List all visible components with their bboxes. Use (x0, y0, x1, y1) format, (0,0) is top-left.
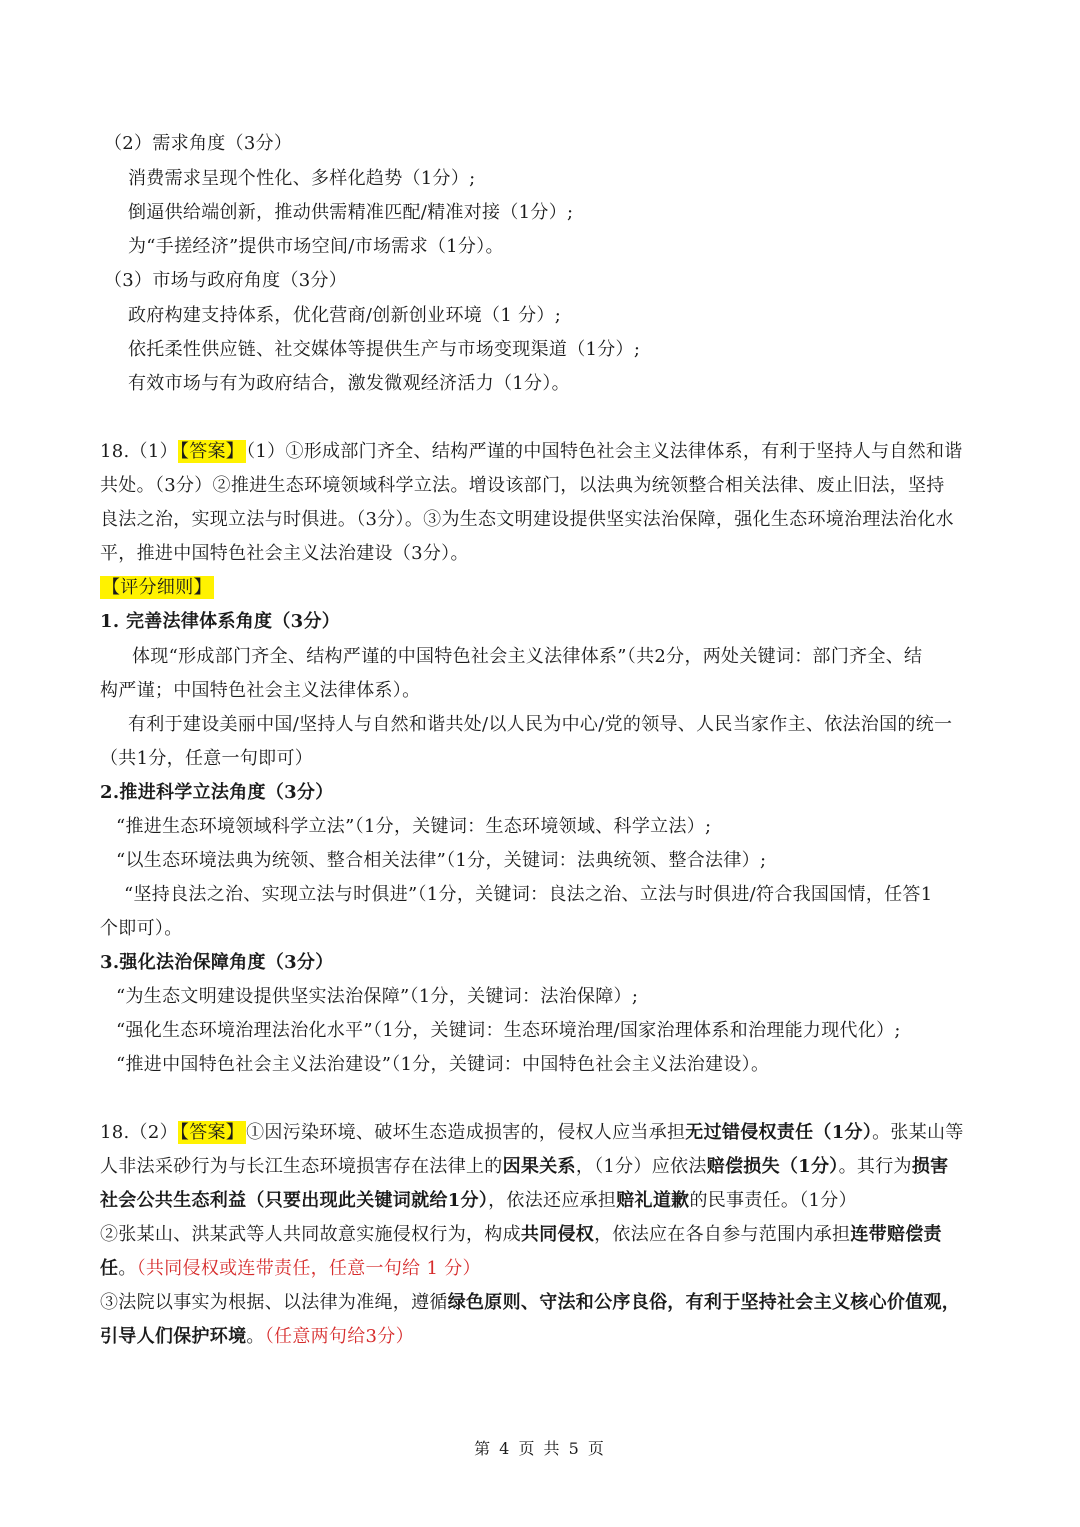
part3-line-1: “为生态文明建设提供坚实法治保障”（1分，关键词：法治保障）; (116, 986, 639, 1007)
key-phrase: 社会公共生态利益（只要出现此关键词就给1分） (100, 1190, 489, 1211)
q18-2-text: 。张某山等 (872, 1122, 964, 1143)
answer-tag: 【答案】 (179, 441, 245, 462)
demand-heading: （2）需求角度（3分） (104, 133, 293, 154)
key-phrase: 因果关系 (502, 1156, 576, 1177)
q18-2-line-2 (100, 1155, 948, 1179)
demand-item-1: 消费需求呈现个性化、多样化趋势（1分）; (128, 168, 476, 189)
q18-2-text: 的民事责任。（1分） (689, 1190, 857, 1211)
part2-line-1: “推进生态环境领域科学立法”（1分，关键词：生态环境领域、科学立法）; (116, 816, 712, 837)
answer-tag: 【答案】 (179, 1122, 245, 1143)
q18-1-text-1: （1）①形成部门齐全、结构严谨的中国特色社会主义法律体系，有利于坚持人与自然和谐 (246, 441, 963, 462)
key-phrase: 赔礼道歉 (616, 1190, 690, 1211)
key-phrase: 引导人们保护环境 (100, 1326, 247, 1347)
scoring-note: （任意两句给3分） (264, 1326, 414, 1347)
key-phrase: 无过错侵权责任（1分） (685, 1122, 873, 1143)
q18-2-text: ②张某山、洪某武等人共同故意实施侵权行为，构成 (100, 1224, 521, 1245)
part1-line-2: 构严谨；中国特色社会主义法律体系）。 (100, 680, 421, 701)
key-phrase: 任 (100, 1258, 119, 1279)
q18-2-line-5 (100, 1257, 481, 1281)
q18-2-line-6 (100, 1291, 960, 1315)
demand-item-2: 倒逼供给端创新，推动供需精准匹配/精准对接（1分）; (128, 202, 574, 223)
part3-line-2: “强化生态环境治理法治化水平”（1分，关键词：生态环境治理/国家治理体系和治理能力现代化）; (116, 1020, 901, 1041)
q18-1-line-2: 共处。（3分）②推进生态环境领域科学立法。增设该部门，以法典为统领整合相关法律、废止旧法，坚持 (100, 475, 945, 496)
q18-2-text: 。 (246, 1326, 265, 1347)
page-footer: 第 4 页 共 5 页 (474, 1439, 606, 1458)
market-item-3: 有效市场与有为政府结合，激发微观经济活力（1分）。 (128, 373, 570, 394)
key-phrase: 损害 (911, 1156, 949, 1177)
q18-2-text: ③法院以事实为根据、以法律为准绳，遵循 (100, 1292, 448, 1313)
part2-heading: 2.推进科学立法角度（3分） (100, 782, 334, 803)
part1-heading: 1. 完善法律体系角度（3分） (100, 611, 341, 632)
part1-line-3: 有利于建设美丽中国/坚持人与自然和谐共处/以人民为中心/党的领导、人民当家作主、依法治国的统一 (128, 714, 953, 735)
market-heading: （3）市场与政府角度（3分） (104, 270, 348, 291)
q18-2-line-3 (100, 1189, 857, 1213)
q18-1-line-1 (100, 440, 963, 464)
part1-line-4: （共1分，任意一句即可） (100, 748, 314, 769)
rubric-tag-line (100, 576, 214, 600)
q18-1-line-3: 良法之治，实现立法与时俱进。（3分）。③为生态文明建设提供坚实法治保障，强化生态环境治理法治化水 (100, 509, 954, 530)
q18-2-line-7 (100, 1325, 414, 1349)
q18-2-line-1 (100, 1121, 964, 1145)
scoring-note: （共同侵权或连带责任，任意一句给 1 分） (136, 1258, 481, 1279)
q18-1-number: 18.（1） (100, 441, 178, 462)
key-phrase: 绿色原则、守法和公序良俗，有利于坚持社会主义核心价值观， (447, 1292, 961, 1313)
q18-2-text: ，（1分）应依法 (575, 1156, 707, 1177)
q18-2-text: 。 (118, 1258, 137, 1279)
demand-item-3: 为“手搓经济”提供市场空间/市场需求（1分）。 (128, 236, 504, 257)
q18-2-text: 。其行为 (838, 1156, 912, 1177)
part3-heading: 3.强化法治保障角度（3分） (100, 952, 334, 973)
key-phrase: 连带赔偿责 (850, 1224, 942, 1245)
q18-2-text: ①因污染环境、破坏生态造成损害的，侵权人应当承担 (246, 1122, 686, 1143)
market-item-2: 依托柔性供应链、社交媒体等提供生产与市场变现渠道（1分）; (128, 339, 641, 360)
part2-line-2: “以生态环境法典为统领、整合相关法律”（1分，关键词：法典统领、整合法律）; (116, 850, 767, 871)
q18-1-line-4: 平，推进中国特色社会主义法治建设（3分）。 (100, 543, 469, 564)
part3-line-3: “推进中国特色社会主义法治建设”（1分，关键词：中国特色社会主义法治建设）。 (116, 1054, 770, 1075)
q18-2-text: 人非法采砂行为与长江生态环境损害存在法律上的 (100, 1156, 503, 1177)
key-phrase: 共同侵权 (520, 1224, 595, 1245)
q18-2-text: ，依法应在各自参与范围内承担 (594, 1224, 851, 1245)
key-phrase: 赔偿损失（1分） (706, 1156, 839, 1177)
q18-2-text: ，依法还应承担 (488, 1190, 617, 1211)
q18-2-number: 18.（2） (100, 1122, 178, 1143)
q18-2-line-4 (100, 1223, 942, 1247)
market-item-1: 政府构建支持体系，优化营商/创新创业环境（1 分）; (128, 305, 562, 326)
part2-line-3: “坚持良法之治、实现立法与时俱进”（1分，关键词：良法之治、立法与时俱进/符合我国国情，任答1 (124, 884, 933, 905)
part1-line-1: 体现“形成部门齐全、结构严谨的中国特色社会主义法律体系”（共2分，两处关键词：部门齐全、结 (132, 646, 923, 667)
part2-line-4: 个即可）。 (100, 918, 183, 939)
rubric-tag: 【评分细则】 (102, 577, 212, 598)
